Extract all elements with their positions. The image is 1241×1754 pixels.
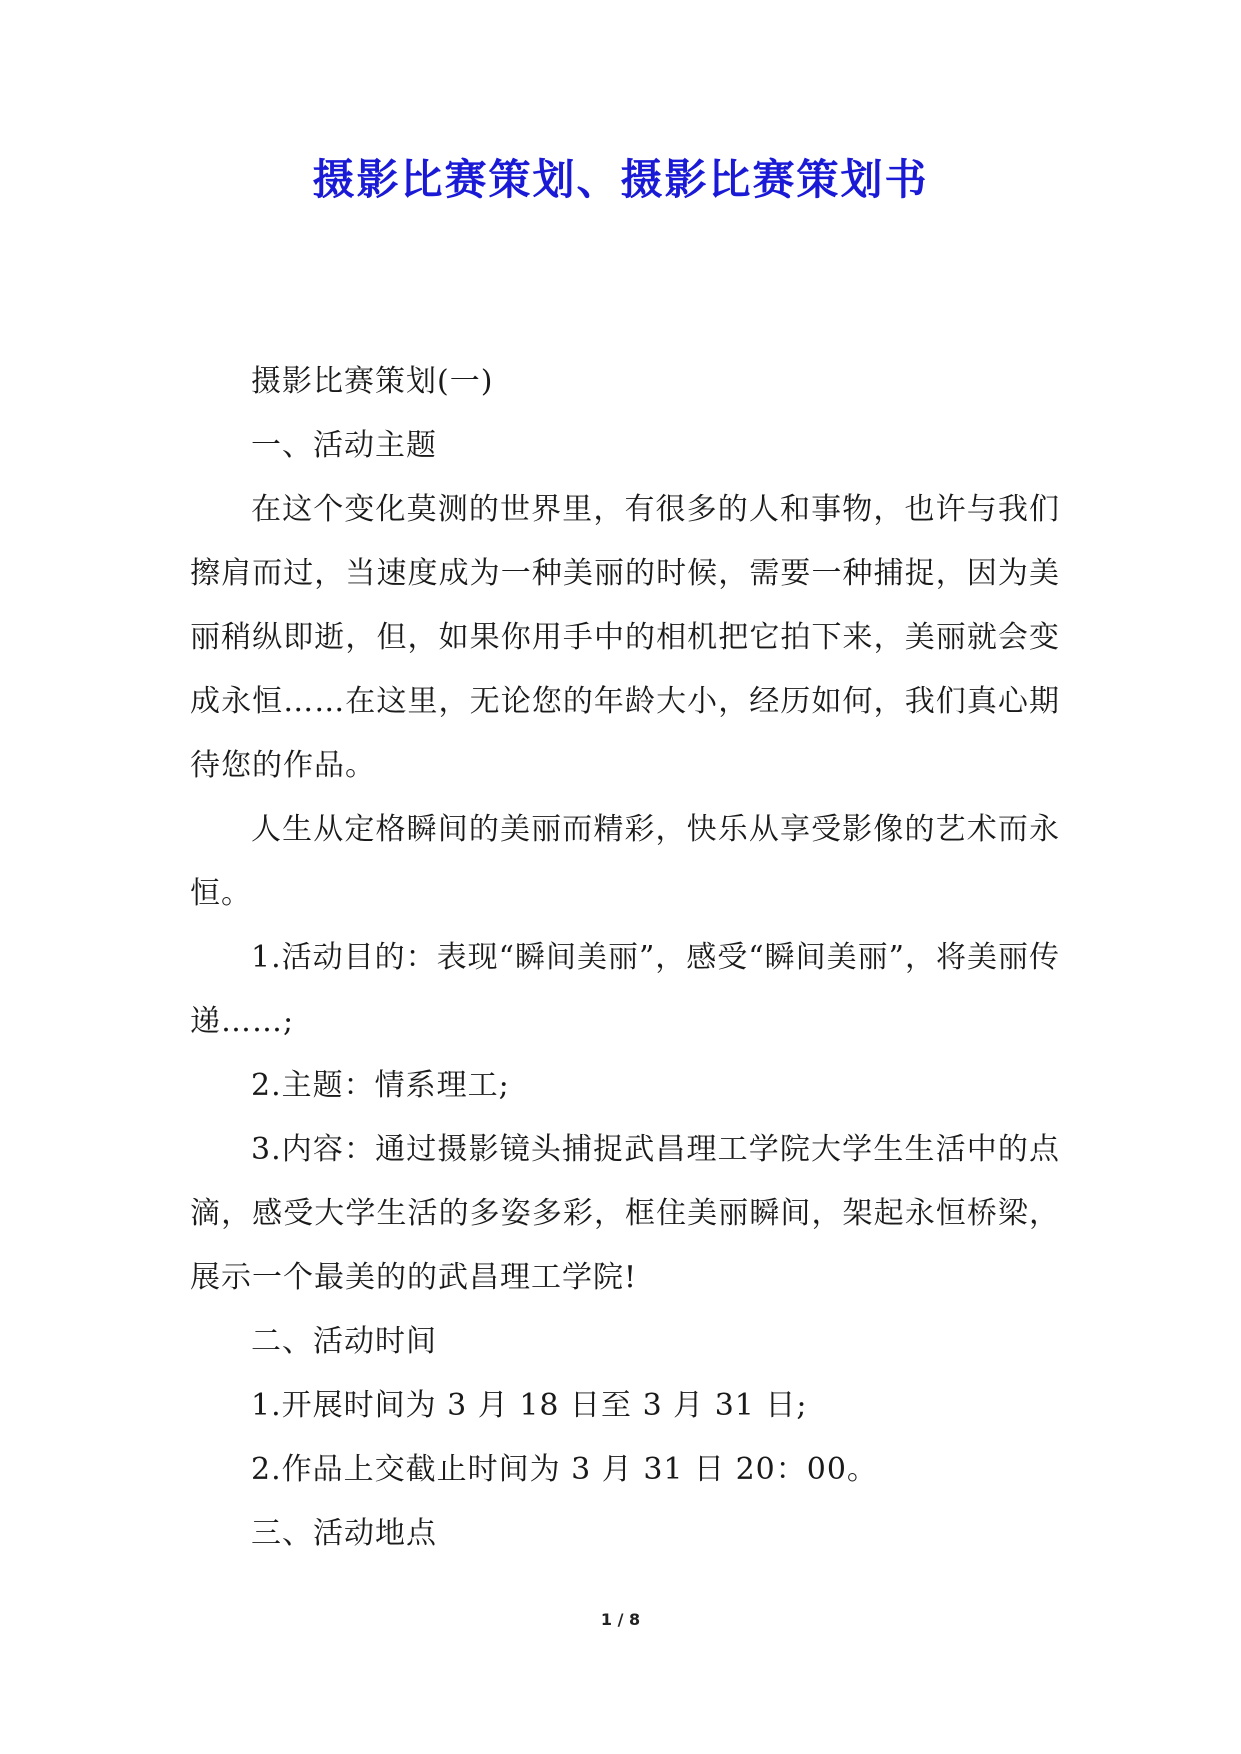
document-body <box>190 350 1060 1566</box>
document-title: 摄影比赛策划、摄影比赛策划书 <box>312 155 929 204</box>
page-indicator: 1 / 8 <box>600 1610 641 1629</box>
list-item-start-time: 1.开展时间为 3 月 18 日至 3 月 31 日; <box>251 1388 808 1423</box>
list-item-content: 3.内容：通过摄影镜头捕捉武昌理工学院大学生生活中的点滴，感受大学生活的多姿多彩，框住美丽瞬间，架起永恒桥梁，展示一个最美的的武昌理工学院! <box>190 1132 1060 1295</box>
section-heading-theme: 一、活动主题 <box>251 428 437 463</box>
section-heading-location: 三、活动地点 <box>251 1516 437 1551</box>
section-heading-time: 二、活动时间 <box>251 1324 437 1359</box>
section-heading-plan-one: 摄影比赛策划(一) <box>251 364 494 399</box>
list-item-deadline: 2.作品上交截止时间为 3 月 31 日 20：00。 <box>251 1452 878 1487</box>
list-item-theme: 2.主题：情系理工; <box>251 1068 510 1103</box>
list-item-purpose: 1.活动目的：表现“瞬间美丽”，感受“瞬间美丽”，将美丽传递……; <box>190 940 1060 1039</box>
paragraph-intro: 在这个变化莫测的世界里，有很多的人和事物，也许与我们擦肩而过，当速度成为一种美丽的时候，需要一种捕捉，因为美丽稍纵即逝，但，如果你用手中的相机把它拍下来，美丽就会变成永恒……在这里，无论您的年龄大小，经历如何，我们真心期待您的作品。 <box>190 492 1060 783</box>
paragraph-motto: 人生从定格瞬间的美丽而精彩，快乐从享受影像的艺术而永恒。 <box>190 812 1060 911</box>
